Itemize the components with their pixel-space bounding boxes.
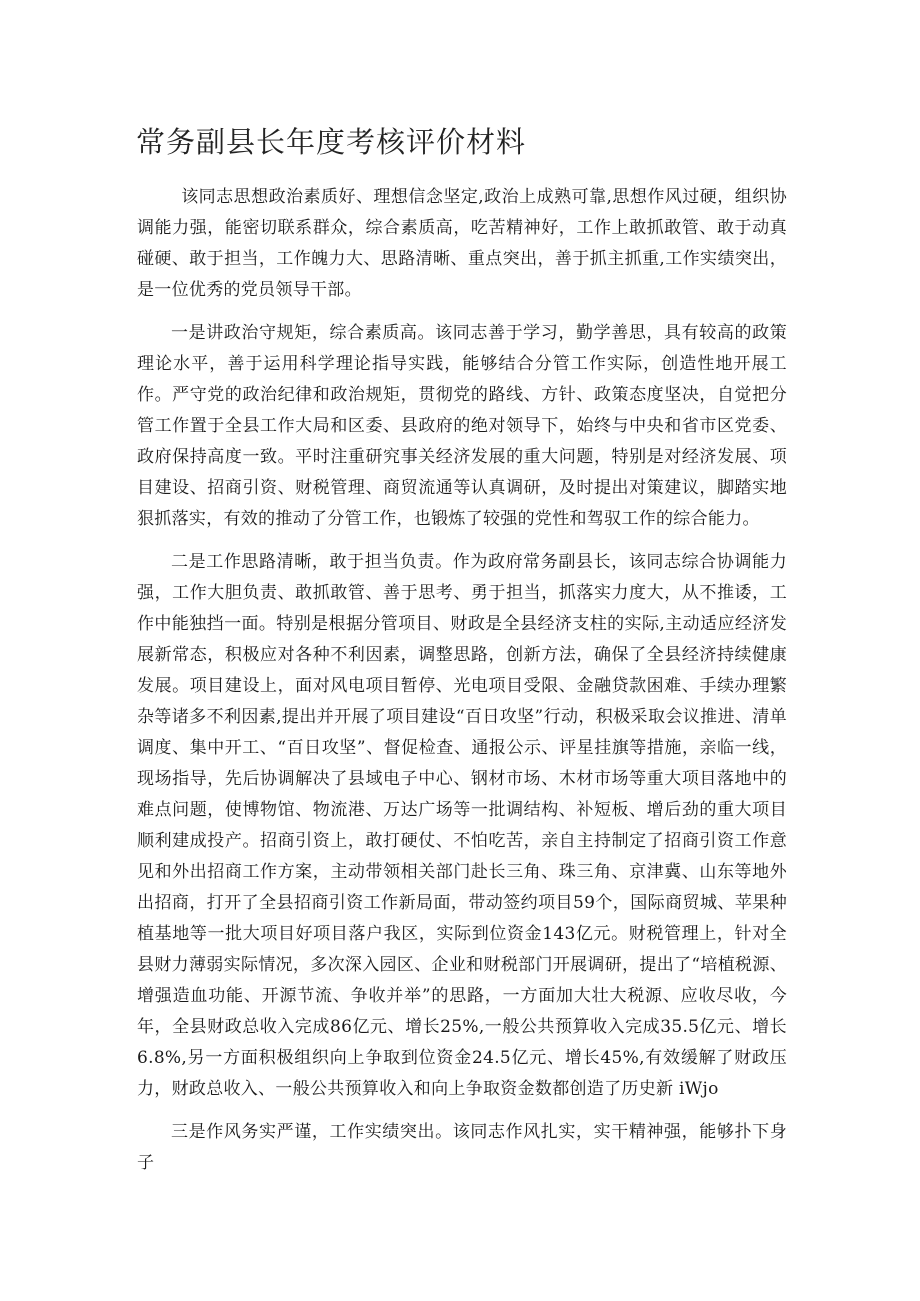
document-body (137, 182, 787, 1191)
paragraph-politics: 一是讲政治守规矩，综合素质高。该同志善于学习，勤学善思，具有较高的政策理论水平，善于运用科学理论指导实践，能够结合分管工作实际，创造性地开展工作。严守党的政治纪律和政治规矩，贯彻党的路线、方针、政策态度坚决，自觉把分管工作置于全县工作大局和区委、县政府的绝对领导下，始终与中央和省市区党委、政府保持高度一致。平时注重研究事关经济发展的重大问题，特别是对经济发展、项目建设、招商引资、财税管理、商贸流通等认真调研，及时提出对策建议，脚踏实地狠抓落实，有效的推动了分管工作，也锻炼了较强的党性和驾驭工作的综合能力。 (137, 323, 787, 529)
document-title: 常务副县长年度考核评价材料 (136, 125, 527, 159)
paragraph-work-style: 三是作风务实严谨，工作实绩突出。该同志作风扎实，实干精神强，能够扑下身子 (137, 1122, 787, 1173)
paragraph-summary: 该同志思想政治素质好、理想信念坚定,政治上成熟可靠,思想作风过硬，组织协调能力强，能密切联系群众，综合素质高，吃苦精神好，工作上敢抓敢管、敢于动真碰硬、敢于担当，工作魄力大、思路清晰、重点突出，善于抓主抓重,工作实绩突出，是一位优秀的党员领导干部。 (137, 187, 787, 300)
paragraph-responsibility: 二是工作思路清晰，敢于担当负责。作为政府常务副县长，该同志综合协调能力强，工作大胆负责、敢抓敢管、善于思考、勇于担当，抓落实力度大，从不推诿，工作中能独挡一面。特别是根据分管项目、财政是全县经济支柱的实际,主动适应经济发展新常态，积极应对各种不利因素，调整思路，创新方法，确保了全县经济持续健康发展。项目建设上，面对风电项目暂停、光电项目受限、金融贷款困难、手续办理繁杂等诸多不利因素,提出并开展了项目建设“百日攻坚”行动，积极采取会议推进、清单调度、集中开工、“百日攻坚”、督促检查、通报公示、评星挂旗等措施，亲临一线，现场指导，先后协调解决了县域电子中心、钢材市场、木材市场等重大项目落地中的难点问题，使博物馆、物流港、万达广场等一批调结构、补短板、增后劲的重大项目顺利建成投产。招商引资上，敢打硬仗、不怕吃苦，亲自主持制定了招商引资工作意见和外出招商工作方案，主动带领相关部门赴长三角、珠三角、京津冀、山东等地外出招商，打开了全县招商引资工作新局面，带动签约项目59个，国际商贸城、苹果种植基地等一批大项目好项目落户我区，实际到位资金143亿元。财税管理上，针对全县财力薄弱实际情况，多次深入园区、企业和财税部门开展调研，提出了“培植税源、增强造血功能、开源节流、争收并举”的思路，一方面加大壮大税源、应收尽收，今年，全县财政总收入完成86亿元、增长25%,一般公共预算收入完成35.5亿元、增长6.8%,另一方面积极组织向上争取到位资金24.5亿元、增长45%,有效缓解了财政压力，财政总收入、一般公共预算收入和向上争取资金数都创造了历史新 iWjo (137, 552, 787, 1099)
